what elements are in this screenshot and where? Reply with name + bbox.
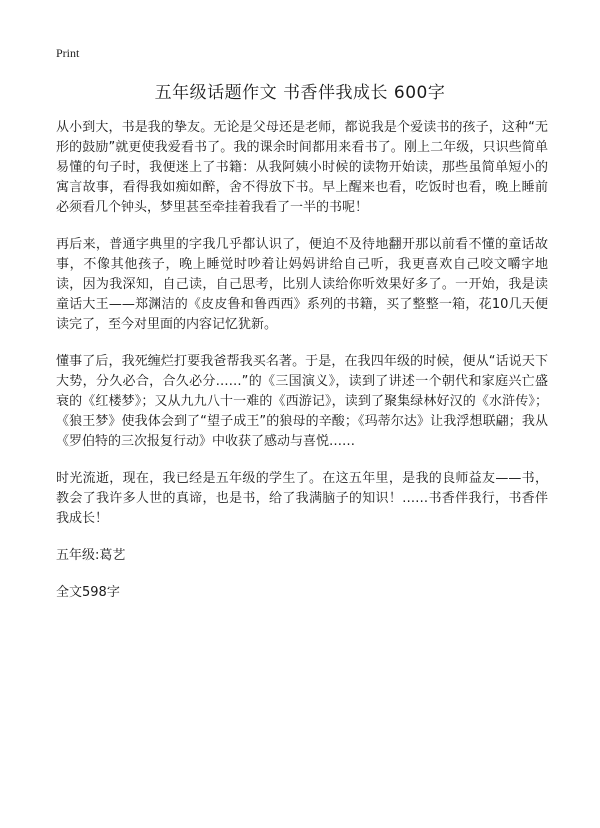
paragraph: 时光流逝，现在，我已经是五年级的学生了。在这五年里，是我的良师益友——书，教会了我许多人世的真谛，也是书，给了我满脑子的知识！……书香伴我行，书香伴我成长！ bbox=[56, 471, 548, 526]
print-link[interactable]: Print bbox=[56, 46, 80, 60]
article-title: 五年级话题作文 书香伴我成长 600字 bbox=[154, 83, 446, 103]
paragraph: 再后来，普通字典里的字我几乎都认识了，便迫不及待地翻开那以前看不懂的童话故事，不像其他孩子，晚上睡觉时吵着让妈妈讲给自己听，我更喜欢自己咬文嚼字地读，因为我深知，自己读，自己思考，比别人读给你听效果好多了。一开始，我是读童话大王——郑渊洁的《皮皮鲁和鲁西西》系列的书籍，买了整整一箱，花10几天便读完了，至今对里面的内容记忆犹新。 bbox=[56, 237, 548, 332]
paragraph: 懂事了后，我死缠烂打要我爸帮我买名著。于是，在我四年级的时候，便从“话说天下大势，分久必合，合久必分……”的《三国演义》，读到了讲述一个朝代和家庭兴亡盛衰的《红楼梦》；又从九九八十一难的《西游记》，读到了聚集绿林好汉的《水浒传》；《狼王梦》使我体会到了“望子成王”的狼母的辛酸；《玛蒂尔达》让我浮想联翩；我从《罗伯特的三次报复行动》中收获了感动与喜悦…… bbox=[56, 354, 548, 449]
word-count: 全文598字 bbox=[56, 585, 120, 600]
paragraph: 从小到大，书是我的挚友。无论是父母还是老师，都说我是个爱读书的孩子，这种“无形的鼓励”就更使我爱看书了。我的课余时间都用来看书了。刚上二年级，只识些简单易懂的句子时，我便迷上了书籍：从我阿姨小时候的读物开始读，那些虽简单短小的寓言故事，看得我如痴如醉，舍不得放下书。早上醒来也看，吃饭时也看，晚上睡前必须看几个钟头，梦里甚至牵挂着我看了一半的书呢！ bbox=[56, 120, 548, 215]
article-body bbox=[56, 118, 548, 620]
author-signature: 五年级:葛艺 bbox=[56, 548, 126, 563]
